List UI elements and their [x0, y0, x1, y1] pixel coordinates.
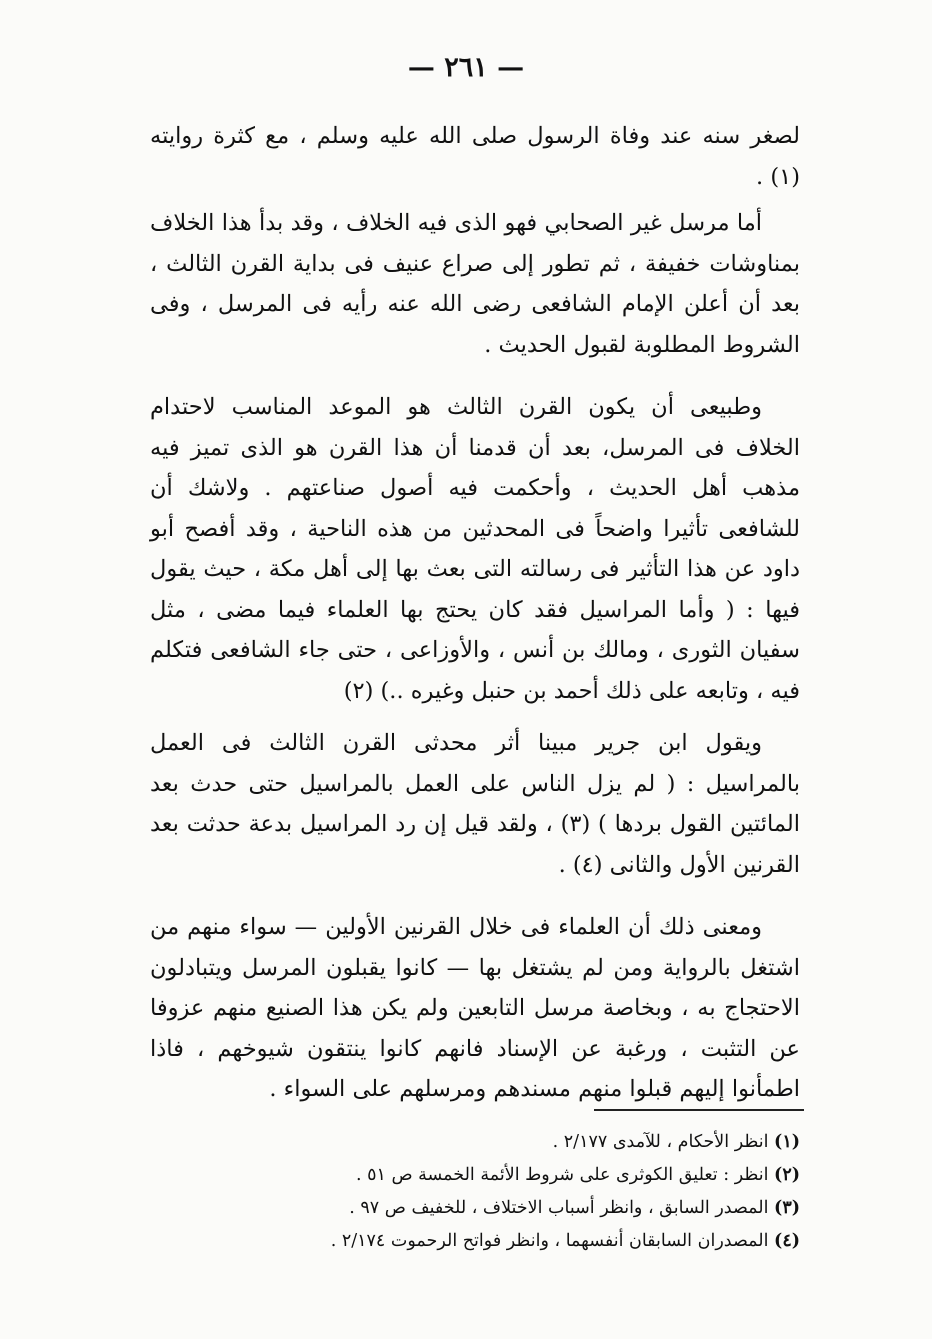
- footnotes: [150, 1126, 800, 1258]
- paragraph-4: ويقول ابن جرير مبينا أثر محدثى القرن الثالث فى العمل بالمراسيل : ( لم يزل الناس على العمل بالمراسيل حتى حدث بعد المائتين القول بردها ) (٣) ، ولقد قيل إن رد المراسيل بدعة حدثت بعد القرنين الأول والثانى (٤) .: [150, 730, 800, 878]
- footnote-4: [150, 1225, 800, 1258]
- page-number: — ٢٦١ —: [407, 52, 525, 83]
- paragraph-3: وطبيعى أن يكون القرن الثالث هو الموعد المناسب لاحتدام الخلاف فى المرسل، بعد أن قدمنا أن هذا القرن هو الذى تميز فيه مذهب أهل الحديث ، وأحكمت فيه أصول صناعتهم . ولاشك أن للشافعى تأثيرا واضحاً فى المحدثين من هذه الناحية ، وقد أفصح أبو داود عن هذا التأثير فى رسالته التى بعث بها إلى أهل مكة ، حيث يقول فيها : ( وأما المراسيل فقد كان يحتج بها العلماء فيما مضى ، مثل سفيان الثورى ، ومالك بن أنس ، والأوزاعى ، حتى جاء الشافعى فتكلم فيه ، وتابعه على ذلك أحمد بن حنبل وغيره ..) (٢): [150, 394, 800, 704]
- paragraph-1: لصغر سنه عند وفاة الرسول صلى الله عليه وسلم ، مع كثرة روايته (١) .: [150, 123, 800, 190]
- paragraph-2: أما مرسل غير الصحابي فهو الذى فيه الخلاف ، وقد بدأ هذا الخلاف بمناوشات خفيفة ، ثم تطور إلى صراع عنيف فى بداية القرن الثالث ، بعد أن أعلن الإمام الشافعى رضى الله عنه رأيه فى المرسل ، وفى الشروط المطلوبة لقبول الحديث .: [150, 210, 800, 358]
- footnote-text: المصدران السابقان أنفسهما ، وانظر فواتح الرحموت ٢/١٧٤ .: [330, 1231, 769, 1251]
- footnote-separator: [594, 1109, 804, 1111]
- footnote-2: [150, 1159, 800, 1192]
- footnote-text: انظر : تعليق الكوثرى على شروط الأئمة الخمسة ص ٥١ .: [355, 1165, 769, 1185]
- footnote-3: [150, 1192, 800, 1225]
- footnote-number: (٢): [774, 1165, 800, 1185]
- footnote-text: انظر الأحكام ، للآمدى ٢/١٧٧ .: [552, 1132, 769, 1152]
- footnote-number: (٤): [774, 1231, 800, 1251]
- footnote-1: [150, 1126, 800, 1159]
- paragraph-5: ومعنى ذلك أن العلماء فى خلال القرنين الأولين — سواء منهم من اشتغل بالرواية ومن لم يشتغل بها — كانوا يقبلون المرسل ويتبادلون الاحتجاج به ، وبخاصة مرسل التابعين ولم يكن هذا الصنيع منهم عزوفا عن التثبت ، ورغبة عن الإسناد فانهم كانوا ينتقون شيوخهم ، فاذا اطمأنوا إليهم قبلوا منهم مسندهم ومرسلهم على السواء .: [150, 914, 800, 1102]
- footnote-number: (٣): [774, 1198, 800, 1218]
- body-text: [150, 116, 800, 1110]
- footnote-text: المصدر السابق ، وانظر أسباب الاختلاف ، للخفيف ص ٩٧ .: [349, 1198, 769, 1218]
- footnote-number: (١): [774, 1132, 800, 1152]
